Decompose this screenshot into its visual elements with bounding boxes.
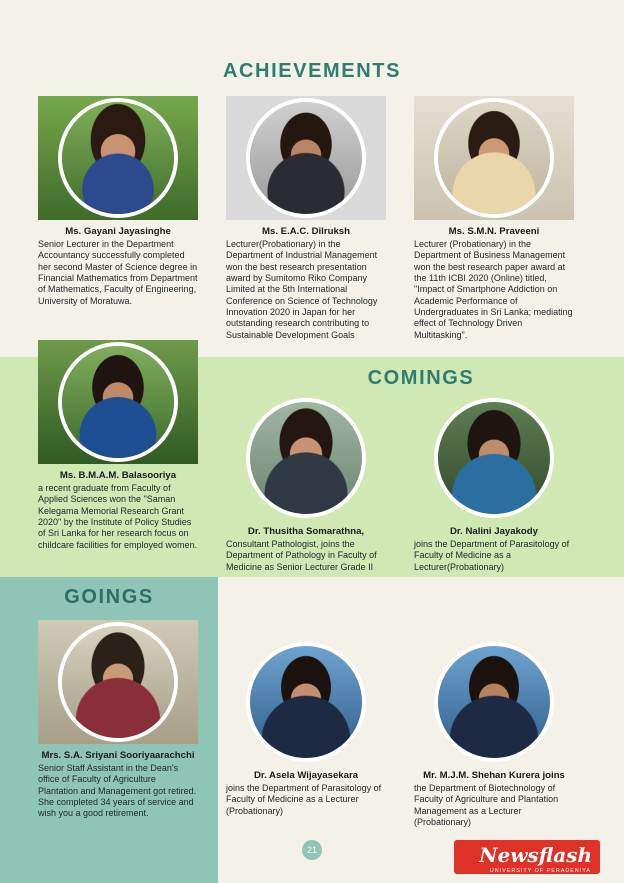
avatar xyxy=(434,98,554,218)
person-description: Lecturer (Probationary) in the Department of Business Management won the best research paper award at the 11th ICBI 2020 (Online) titled, "Impact of Smartphone Addiction on Academic Performance of Undergraduates in Sri Lanka; mediating effect of Technology Driven Multitasking". xyxy=(414,238,573,340)
avatar xyxy=(58,622,178,742)
comings-card-1 xyxy=(226,396,386,573)
avatar xyxy=(58,342,178,462)
avatar xyxy=(58,98,178,218)
goings-card-1 xyxy=(38,620,198,820)
person-name: Mr. M.J.M. Shehan Kurera joins xyxy=(423,770,565,781)
person-photo xyxy=(62,346,174,458)
photo-frame xyxy=(38,620,198,744)
person-photo xyxy=(438,102,550,214)
person-description: the Department of Biotechnology of Faculty of Agriculture and Plantation Management as a Lecturer (Probationary) xyxy=(414,782,559,827)
person-description: Lecturer(Probationary) in the Department of Industrial Management won the best research presentation award by Sumitomo Riko Company Limited at the 5th International Conference on Science of Technology Innovation 2020 in Japan for her outstanding research contributing to Sustainable Development Goals xyxy=(226,238,378,340)
newsflash-logo xyxy=(450,840,600,876)
person-name: Dr. Nalini Jayakody xyxy=(450,526,538,537)
photo-frame xyxy=(38,340,198,464)
person-description: joins the Department of Parasitology of Faculty of Medicine as a Lecturer (Probationary) xyxy=(226,782,382,816)
person-photo xyxy=(250,102,362,214)
person-description: Senior Lecturer in the Department Accountancy successfully completed her second Master of Science degree in Financial Mathematics from Department of Mathematics, Faculty of Engineering, University of Moratuwa. xyxy=(38,238,198,306)
goings-card-3 xyxy=(414,640,574,828)
section-title-goings: GOINGS xyxy=(64,586,154,608)
photo-frame xyxy=(38,96,198,220)
person-name: Ms. S.M.N. Praveeni xyxy=(448,226,540,237)
person-name: Ms. Gayani Jayasinghe xyxy=(65,226,171,237)
photo-frame xyxy=(226,640,386,764)
person-name: Mrs. S.A. Sriyani Sooriyaarachchi xyxy=(41,750,195,761)
achievement-card-2 xyxy=(226,96,386,341)
goings-card-2 xyxy=(226,640,386,817)
person-photo xyxy=(438,402,550,514)
person-photo xyxy=(62,626,174,738)
avatar xyxy=(434,642,554,762)
person-name: Dr. Asela Wijayasekara xyxy=(253,770,359,781)
avatar xyxy=(246,398,366,518)
photo-frame xyxy=(414,96,574,220)
photo-frame xyxy=(414,640,574,764)
person-description: joins the Department of Parasitology of Faculty of Medicine as a Lecturer(Probationary) xyxy=(414,538,570,572)
photo-frame xyxy=(226,96,386,220)
avatar xyxy=(246,98,366,218)
logo-text: Newsflash xyxy=(479,843,592,867)
logo-tagline: UNIVERSITY OF PERADENIYA xyxy=(489,868,591,874)
person-description: a recent graduate from Faculty of Applied Sciences won the "Saman Kelegama Memorial Research Grant 2020" by the Institute of Policy Studies of Sri Lanka for her research focus on childcare facilities for employed women. xyxy=(38,482,198,550)
person-photo xyxy=(250,402,362,514)
photo-frame xyxy=(414,396,574,520)
page-number: 21 xyxy=(302,840,322,860)
person-photo xyxy=(62,102,174,214)
person-photo xyxy=(250,646,362,758)
person-name: Ms. E.A.C. Dilruksh xyxy=(262,226,350,237)
achievement-card-1 xyxy=(38,96,198,307)
section-title-achievements: ACHIEVEMENTS xyxy=(222,60,402,82)
photo-frame xyxy=(226,396,386,520)
person-name: Ms. B.M.A.M. Balasooriya xyxy=(59,470,177,481)
person-photo xyxy=(438,646,550,758)
section-title-comings: COMINGS xyxy=(367,367,475,389)
achievement-card-3 xyxy=(414,96,574,341)
comings-card-2 xyxy=(414,396,574,573)
person-name: Dr. Thusitha Somarathna, xyxy=(247,526,365,537)
person-description: Consultant Pathologist, joins the Department of Pathology in Faculty of Medicine as Senior Lecturer Grade II xyxy=(226,538,377,572)
person-description: Senior Staff Assistant in the Dean's office of Faculty of Agriculture Plantation and Management got retired. She completed 34 years of service and wish you a good retirement. xyxy=(38,762,197,819)
avatar xyxy=(434,398,554,518)
achievement-card-4 xyxy=(38,340,198,551)
avatar xyxy=(246,642,366,762)
